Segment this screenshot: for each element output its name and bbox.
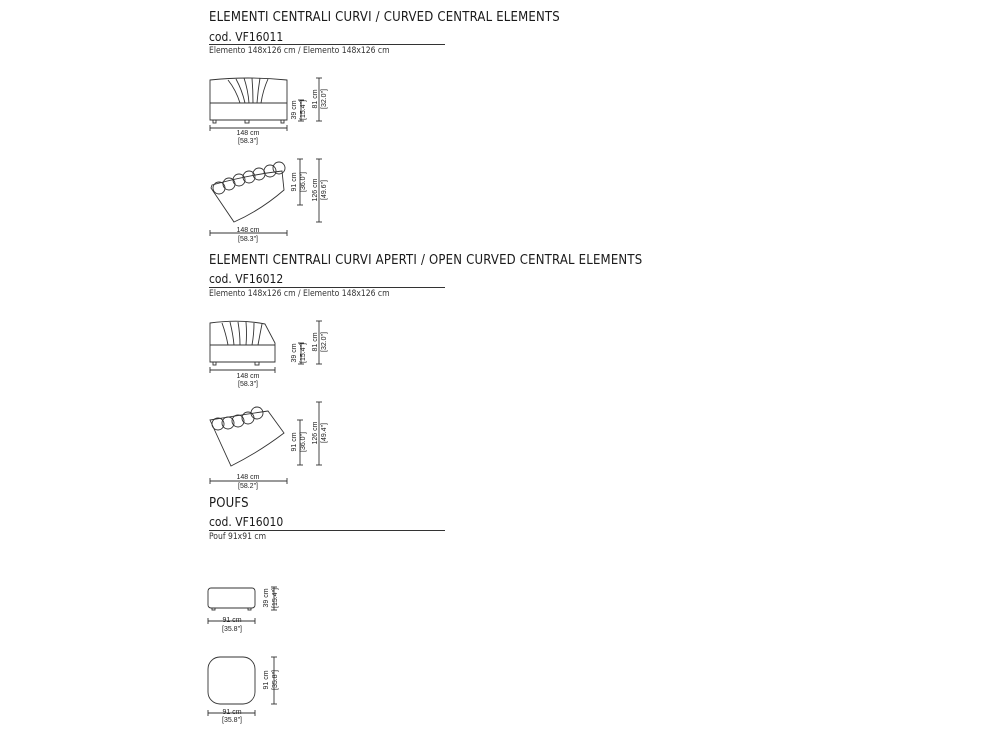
width-label-cm: 148 cm <box>236 474 260 481</box>
width-label-cm: 91 cm <box>222 709 242 716</box>
width-label-in: [35.8"] <box>222 717 242 724</box>
width-label-in: [58.3"] <box>238 236 258 243</box>
depth-label-cm: 91 cm <box>291 432 298 452</box>
total-depth-label-in: [49.6"] <box>321 180 328 200</box>
seat-height-label-cm: 39 cm <box>263 588 270 608</box>
seat-height-label-in: [15.4"] <box>272 588 279 608</box>
dimensions-caption-poufs: Pouf 91x91 cm <box>209 532 267 542</box>
product-code-curved: cod. VF16011 <box>209 30 284 44</box>
section-title-poufs: POUFS <box>209 496 249 511</box>
product-code-poufs: cod. VF16010 <box>209 515 284 529</box>
height-label-in: [32.0"] <box>321 89 328 109</box>
product-code-open-curved: cod. VF16012 <box>209 272 284 286</box>
height-label-cm: 81 cm <box>312 332 319 352</box>
width-label-cm: 148 cm <box>236 373 260 380</box>
depth-label-cm: 91 cm <box>291 172 298 192</box>
width-label-cm: 91 cm <box>222 617 242 624</box>
width-label-in: [58.2"] <box>238 483 258 490</box>
section-title-open-curved: ELEMENTI CENTRALI CURVI APERTI / OPEN CURVED CENTRAL ELEMENTS <box>209 253 643 268</box>
width-label-cm: 148 cm <box>236 130 260 137</box>
seat-height-label-in: [15.4"] <box>300 100 307 120</box>
section-title-curved: ELEMENTI CENTRALI CURVI / CURVED CENTRAL ELEMENTS <box>209 10 560 25</box>
total-depth-label-cm: 126 cm <box>312 421 319 445</box>
total-depth-label-in: [49.4"] <box>321 423 328 443</box>
height-label-cm: 81 cm <box>312 89 319 109</box>
width-label-cm: 148 cm <box>236 227 260 234</box>
height-label-in: [32.0"] <box>321 332 328 352</box>
seat-height-label-in: [15.4"] <box>300 343 307 363</box>
depth-label-cm: 91 cm <box>263 670 270 690</box>
depth-label-in: [35.8"] <box>272 670 279 690</box>
seat-height-label-cm: 39 cm <box>291 100 298 120</box>
width-label-in: [35.8"] <box>222 626 242 633</box>
seat-height-label-cm: 39 cm <box>291 343 298 363</box>
dimensions-caption-curved: Elemento 148x126 cm / Elemento 148x126 cm <box>209 46 390 56</box>
width-label-in: [58.3"] <box>238 381 258 388</box>
sofa-top-view-curved <box>210 159 322 236</box>
depth-label-in: [36.0"] <box>300 172 307 192</box>
total-depth-label-cm: 126 cm <box>312 178 319 202</box>
depth-label-in: [36.0"] <box>300 432 307 452</box>
dimensions-caption-open-curved: Elemento 148x126 cm / Elemento 148x126 cm <box>209 289 390 299</box>
width-label-in: [58.3"] <box>238 138 258 145</box>
